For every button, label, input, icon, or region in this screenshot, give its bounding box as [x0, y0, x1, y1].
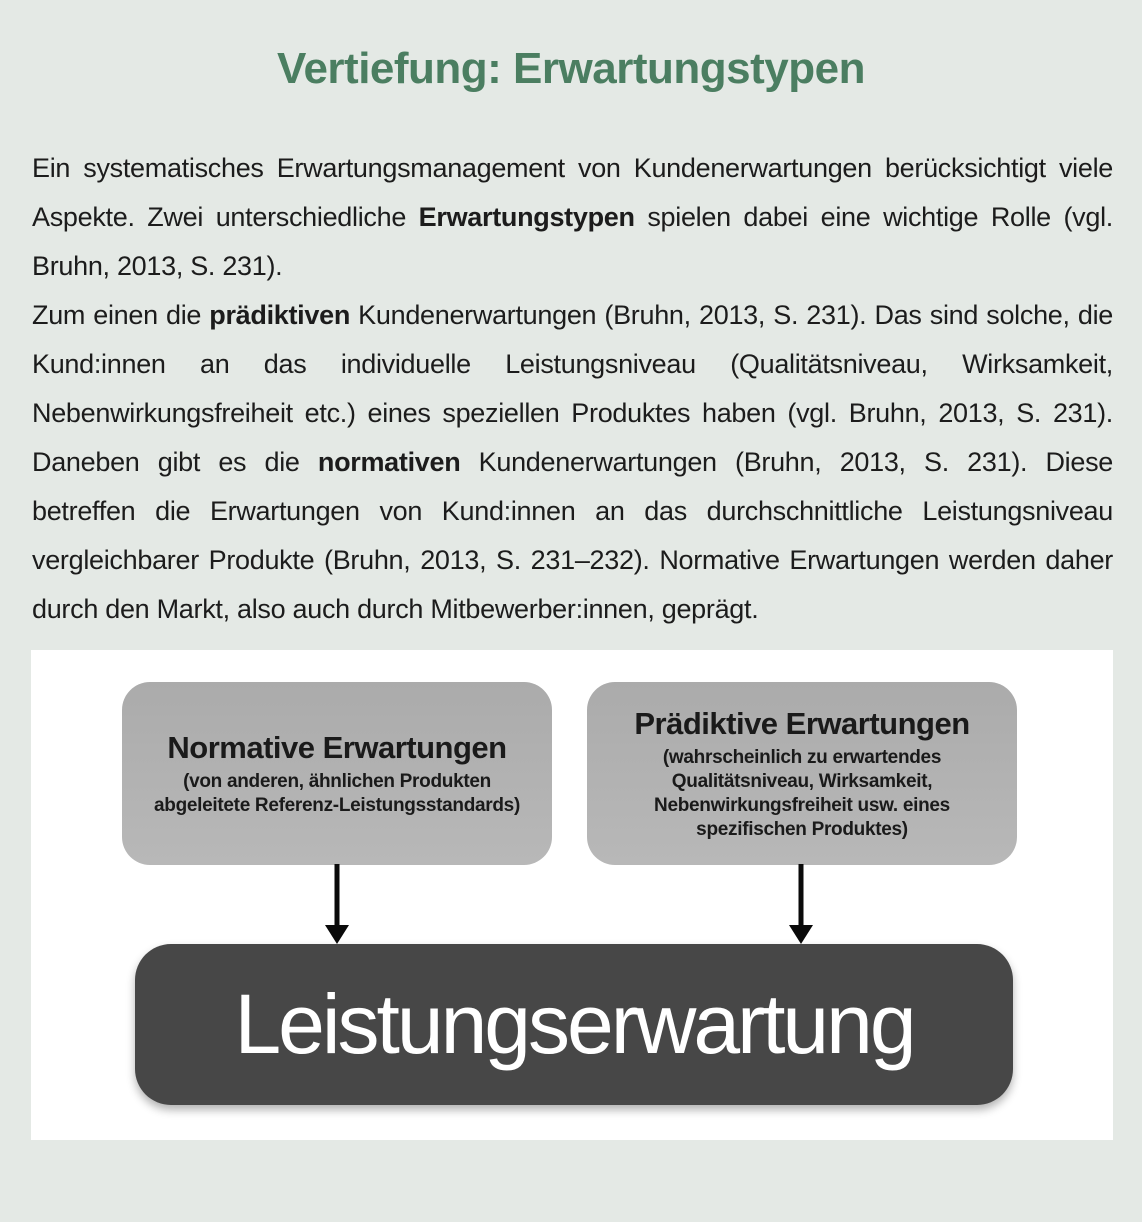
- bold-text-run: prädiktiven: [209, 300, 351, 330]
- normative-expectations-box: [122, 682, 552, 865]
- text-run: Zum einen die: [32, 300, 210, 330]
- article-text: [32, 144, 1113, 634]
- paragraph: [32, 291, 1113, 634]
- predictive-box-title: Prädiktive Erwartungen: [634, 705, 970, 741]
- arrow-head: [789, 925, 813, 944]
- performance-expectation-box: [135, 944, 1013, 1105]
- arrow-shaft: [799, 864, 804, 926]
- text-run: Ein systematisches Erwartungsmanagement von Kundenerwartungen berücksichtigt viele Aspekte. Zwei unterschiedliche: [32, 153, 1113, 232]
- document-page: [0, 44, 1142, 1222]
- down-arrow-predictive-icon: [789, 864, 813, 944]
- text-run: spielen dabei eine wichtige Rolle (vgl. Bruhn, 2013, S. 231).: [32, 202, 1113, 281]
- normative-box-title: Normative Erwartungen: [167, 729, 507, 765]
- predictive-expectations-box: [587, 682, 1017, 865]
- arrow-shaft: [335, 864, 340, 926]
- page-title: Vertiefung: Erwartungstypen: [277, 44, 865, 93]
- text-run: Kundenerwartungen (Bruhn, 2013, S. 231). Diese betreffen die Erwartungen von Kund:innen an das durchschnittliche Leistungsniveau vergleichbarer Produkte (Bruhn, 2013, S. 231–232). Normative Erwartungen werden daher durch den Markt, also auch durch Mitbewerber:innen, geprägt.: [32, 447, 1113, 624]
- figure-panel: [31, 650, 1113, 1140]
- paragraph: [32, 144, 1113, 291]
- arrow-head: [325, 925, 349, 944]
- bold-text-run: Erwartungstypen: [418, 202, 635, 232]
- down-arrow-normative-icon: [325, 864, 349, 944]
- predictive-box-subtitle: (wahrscheinlich zu erwartendes Qualitätsniveau, Wirksamkeit, Nebenwirkungsfreiheit usw. eines spezifischen Produktes): [654, 746, 950, 840]
- text-run: Kundenerwartungen (Bruhn, 2013, S. 231). Das sind solche, die Kund:innen an das individuelle Leistungsniveau (Qualitätsniveau, Wirksamkeit, Nebenwirkungsfreiheit etc.) eines speziellen Produktes haben (vgl. Bruhn, 2013, S. 231). Daneben gibt es die: [32, 300, 1113, 477]
- performance-expectation-label: Leistungserwartung: [234, 977, 914, 1071]
- bold-text-run: normativen: [317, 447, 461, 477]
- normative-box-subtitle: (von anderen, ähnlichen Produkten abgeleitete Referenz-Leistungsstandards): [154, 770, 520, 816]
